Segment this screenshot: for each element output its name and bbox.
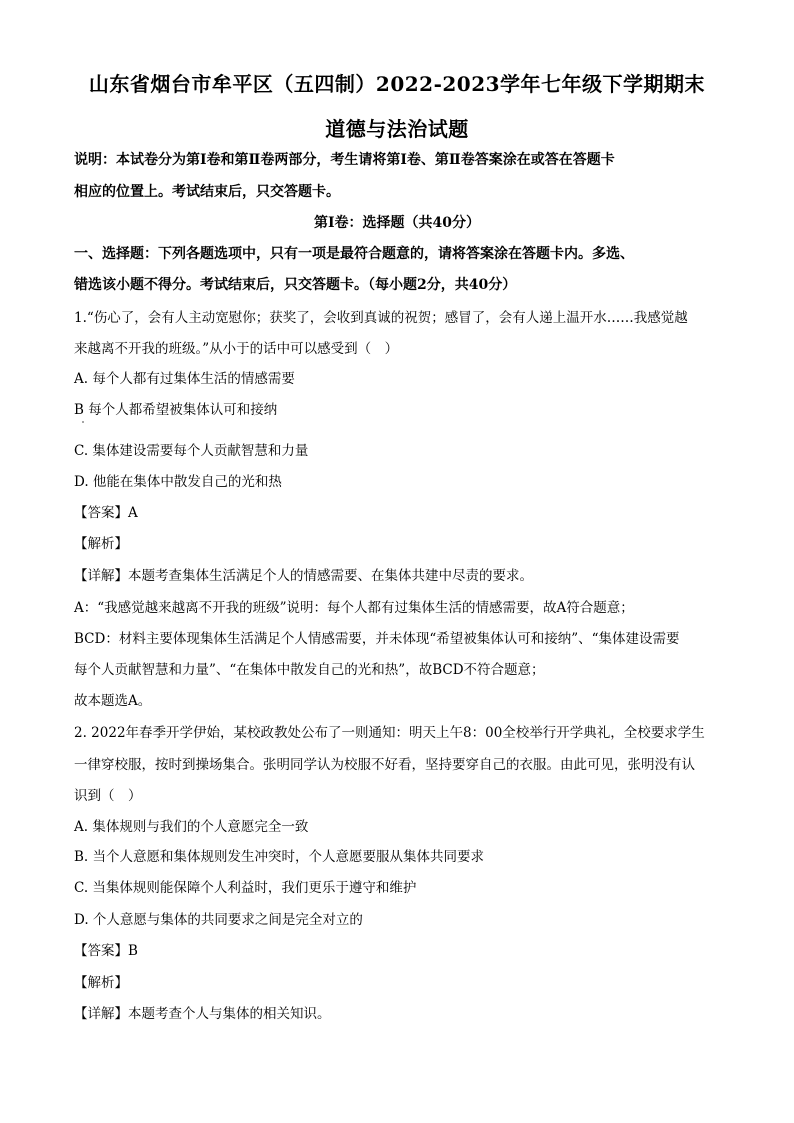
q2-option-c: C. 当集体规则能保障个人利益时，我们更乐于遵守和维护 xyxy=(74,880,417,896)
q1-conclusion: 故本题选A。 xyxy=(74,693,152,709)
stray-dot xyxy=(82,421,84,423)
q1-stem-line1: 1.“伤心了，会有人主动宽慰你；获奖了，会收到真诚的祝贺；感冒了，会有人递上温开水……我感觉越 xyxy=(74,310,688,326)
q1-option-a: A. 每个人都有过集体生活的情感需要 xyxy=(74,371,295,387)
q2-stem-line3: 识到（ ） xyxy=(74,788,142,804)
document-title-line1: 山东省烟台市牟平区（五四制）2022-2023学年七年级下学期期末 xyxy=(88,72,706,96)
q1-stem-line2: 来越离不开我的班级。”从小于的话中可以感受到（ ） xyxy=(74,341,399,357)
section-intro-line1: 一、选择题：下列各题选项中，只有一项是最符合题意的，请将答案涂在答题卡内。多选、 xyxy=(74,246,634,262)
q2-answer: 【答案】B xyxy=(74,943,138,959)
q1-option-c: C. 集体建设需要每个人贡献智慧和力量 xyxy=(74,443,309,459)
section-intro-line2: 错选该小题不得分。考试结束后，只交答题卡。（每小题2分，共40分） xyxy=(74,277,517,293)
q1-answer: 【答案】A xyxy=(74,505,138,521)
q1-explanation-bcd-line1: BCD：材料主要体现集体生活满足个人情感需要，并未体现“希望被集体认可和接纳”、“集体建设需要 xyxy=(74,631,680,647)
instructions-line2: 相应的位置上。考试结束后，只交答题卡。 xyxy=(74,184,340,200)
instructions-line1: 说明：本试卷分为第Ⅰ卷和第Ⅱ卷两部分，考生请将第Ⅰ卷、第Ⅱ卷答案涂在或答在答题卡 xyxy=(74,152,615,168)
q1-explanation-a: A：“我感觉越来越离不开我的班级”说明：每个人都有过集体生活的情感需要，故A符合题意； xyxy=(74,600,634,616)
document-title-line2: 道德与法治试题 xyxy=(325,117,469,141)
q2-option-b: B. 当个人意愿和集体规则发生冲突时，个人意愿要服从集体共同要求 xyxy=(74,849,485,865)
q2-option-d: D. 个人意愿与集体的共同要求之间是完全对立的 xyxy=(74,912,363,928)
q2-analysis-label: 【解析】 xyxy=(74,975,128,991)
section-title: 第Ⅰ卷：选择题（共40分） xyxy=(313,215,481,231)
q1-option-d: D. 他能在集体中散发自己的光和热 xyxy=(74,474,282,490)
q1-analysis-label: 【解析】 xyxy=(74,536,128,552)
q2-stem-line1: 2. 2022年春季开学伊始，某校政教处公布了一则通知：明天上午8：00全校举行开学典礼，全校要求学生 xyxy=(74,725,705,741)
q1-explanation-bcd-line2: 每个人贡献智慧和力量”、“在集体中散发自己的光和热”，故BCD不符合题意； xyxy=(74,662,545,678)
q2-detail: 【详解】本题考查个人与集体的相关知识。 xyxy=(74,1006,331,1022)
q1-option-b: B 每个人都希望被集体认可和接纳 xyxy=(74,402,278,418)
q2-option-a: A. 集体规则与我们的个人意愿完全一致 xyxy=(74,819,309,835)
q1-detail: 【详解】本题考查集体生活满足个人的情感需要、在集体共建中尽责的要求。 xyxy=(74,568,533,584)
q2-stem-line2: 一律穿校服，按时到操场集合。张明同学认为校服不好看，坚持要穿自己的衣服。由此可见，张明没有认 xyxy=(74,757,695,773)
